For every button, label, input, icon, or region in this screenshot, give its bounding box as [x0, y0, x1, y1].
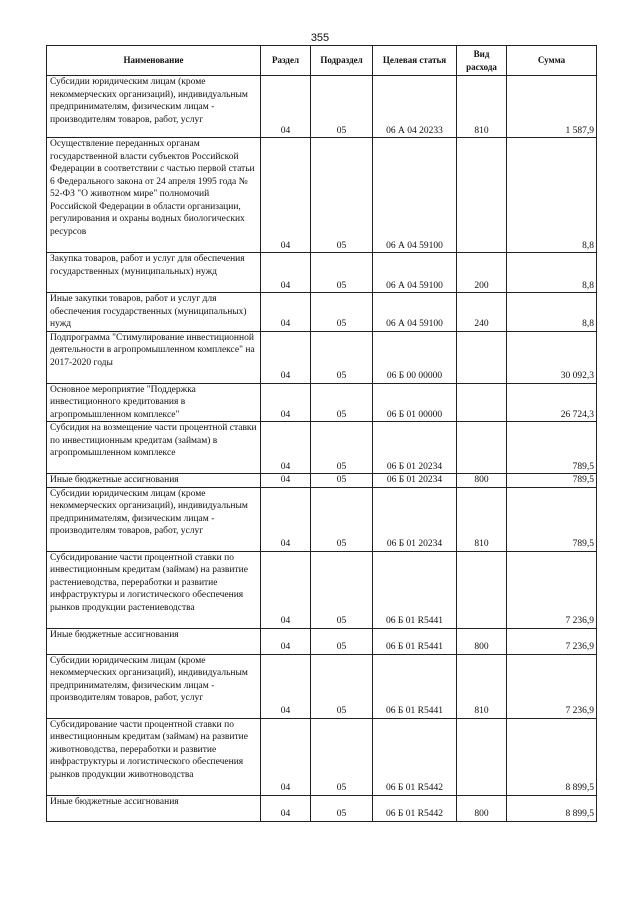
- row-vid: 200: [457, 253, 507, 293]
- row-statya: 06 Б 01 20234: [373, 474, 457, 488]
- row-summa: 1 587,9: [507, 76, 597, 138]
- table-row: [47, 331, 597, 383]
- row-razdel: 04: [261, 487, 311, 551]
- budget-table: [46, 45, 597, 822]
- row-vid: [457, 383, 507, 422]
- table-row: [47, 487, 597, 551]
- row-statya: 06 Б 01 20234: [373, 422, 457, 474]
- row-vid: [457, 422, 507, 474]
- row-podrazdel: 05: [311, 487, 373, 551]
- table-row: [47, 138, 597, 253]
- table-row: [47, 628, 597, 654]
- row-statya: 06 Б 01 00000: [373, 383, 457, 422]
- row-summa: 8,8: [507, 138, 597, 253]
- row-vid: 810: [457, 76, 507, 138]
- row-razdel: 04: [261, 331, 311, 383]
- row-razdel: 04: [261, 474, 311, 488]
- header-razdel: Раздел: [261, 46, 311, 76]
- row-name: Субсидии юридическим лицам (кроме некоммерческих организаций), индивидуальным предпринимателям, физическим лицам - производителям товаров, работ, услуг: [47, 76, 261, 138]
- row-name: Субсидии юридическим лицам (кроме некоммерческих организаций), индивидуальным предпринимателям, физическим лицам - производителям товаров, работ, услуг: [47, 654, 261, 718]
- row-podrazdel: 05: [311, 383, 373, 422]
- row-summa: 8 899,5: [507, 718, 597, 795]
- row-statya: 06 Б 00 00000: [373, 331, 457, 383]
- table-row: [47, 474, 597, 488]
- row-vid: [457, 718, 507, 795]
- table-row: [47, 795, 597, 821]
- row-podrazdel: 05: [311, 718, 373, 795]
- row-statya: 06 Б 01 R5441: [373, 551, 457, 628]
- row-name: Субсидия на возмещение части процентной ставки по инвестиционным кредитам (займам) в агропромышленном комплексе: [47, 422, 261, 474]
- row-razdel: 04: [261, 383, 311, 422]
- row-statya: 06 Б 01 R5441: [373, 654, 457, 718]
- row-podrazdel: 05: [311, 795, 373, 821]
- row-summa: 7 236,9: [507, 628, 597, 654]
- table-row: [47, 422, 597, 474]
- header-statya: Целевая статья: [373, 46, 457, 76]
- table-row: [47, 253, 597, 293]
- row-podrazdel: 05: [311, 551, 373, 628]
- row-summa: 7 236,9: [507, 551, 597, 628]
- row-summa: 8 899,5: [507, 795, 597, 821]
- row-razdel: 04: [261, 654, 311, 718]
- row-vid: 800: [457, 474, 507, 488]
- row-summa: 8,8: [507, 253, 597, 293]
- row-name: Субсидирование части процентной ставки по инвестиционным кредитам (займам) на развитие животноводства, переработки и развитие инфраструктуры и логистического обеспечения рынков продукции животноводства: [47, 718, 261, 795]
- row-razdel: 04: [261, 628, 311, 654]
- row-razdel: 04: [261, 551, 311, 628]
- table-header-row: [47, 46, 597, 76]
- row-summa: 26 724,3: [507, 383, 597, 422]
- row-vid: 810: [457, 654, 507, 718]
- row-razdel: 04: [261, 422, 311, 474]
- row-podrazdel: 05: [311, 293, 373, 332]
- row-name: Иные закупки товаров, работ и услуг для обеспечения государственных (муниципальных) нужд: [47, 293, 261, 332]
- row-name: Осуществление переданных органам государственной власти субъектов Российской Федерации в соответствии с частью первой статьи 6 Федерального закона от 24 апреля 1995 года № 52-ФЗ "О животном мире" полномочий Российской Федерации в области организации, регулирования и охраны водных биологических ресурсов: [47, 138, 261, 253]
- row-name: Субсидирование части процентной ставки по инвестиционным кредитам (займам) на развитие растениеводства, переработки и развитие инфраструктуры и логистического обеспечения рынков продукции растениеводства: [47, 551, 261, 628]
- row-vid: [457, 551, 507, 628]
- row-razdel: 04: [261, 76, 311, 138]
- row-statya: 06 Б 01 R5441: [373, 628, 457, 654]
- row-podrazdel: 05: [311, 253, 373, 293]
- row-summa: 789,5: [507, 422, 597, 474]
- row-razdel: 04: [261, 293, 311, 332]
- header-name: Наименование: [47, 46, 261, 76]
- row-podrazdel: 05: [311, 474, 373, 488]
- row-vid: [457, 331, 507, 383]
- row-summa: 30 092,3: [507, 331, 597, 383]
- row-podrazdel: 05: [311, 628, 373, 654]
- row-statya: 06 Б 01 R5442: [373, 795, 457, 821]
- row-name: Иные бюджетные ассигнования: [47, 795, 261, 821]
- row-podrazdel: 05: [311, 654, 373, 718]
- row-podrazdel: 05: [311, 76, 373, 138]
- table-row: [47, 76, 597, 138]
- row-name: Субсидии юридическим лицам (кроме некоммерческих организаций), индивидуальным предпринимателям, физическим лицам - производителям товаров, работ, услуг: [47, 487, 261, 551]
- row-statya: 06 Б 01 20234: [373, 487, 457, 551]
- table-row: [47, 654, 597, 718]
- table-row: [47, 293, 597, 332]
- row-name: Основное мероприятие "Поддержка инвестиционного кредитования в агропромышленном комплексе": [47, 383, 261, 422]
- row-podrazdel: 05: [311, 331, 373, 383]
- row-name: Иные бюджетные ассигнования: [47, 474, 261, 488]
- row-name: Закупка товаров, работ и услуг для обеспечения государственных (муниципальных) нужд: [47, 253, 261, 293]
- row-statya: 06 А 04 59100: [373, 138, 457, 253]
- row-podrazdel: 05: [311, 422, 373, 474]
- page-number: 355: [310, 32, 330, 44]
- row-summa: 789,5: [507, 487, 597, 551]
- row-summa: 7 236,9: [507, 654, 597, 718]
- row-vid: 800: [457, 795, 507, 821]
- row-statya: 06 А 04 20233: [373, 76, 457, 138]
- row-statya: 06 А 04 59100: [373, 253, 457, 293]
- row-vid: 810: [457, 487, 507, 551]
- row-podrazdel: 05: [311, 138, 373, 253]
- header-summa: Сумма: [507, 46, 597, 76]
- row-vid: 240: [457, 293, 507, 332]
- row-statya: 06 А 04 59100: [373, 293, 457, 332]
- row-statya: 06 Б 01 R5442: [373, 718, 457, 795]
- row-summa: 789,5: [507, 474, 597, 488]
- row-razdel: 04: [261, 138, 311, 253]
- row-summa: 8,8: [507, 293, 597, 332]
- row-name: Подпрограмма "Стимулирование инвестиционной деятельности в агропромышленном комплексе" на 2017-2020 годы: [47, 331, 261, 383]
- table-row: [47, 718, 597, 795]
- header-podrazdel: Подраздел: [311, 46, 373, 76]
- header-vid: Вид расхода: [457, 46, 507, 76]
- row-vid: 800: [457, 628, 507, 654]
- row-razdel: 04: [261, 718, 311, 795]
- table-row: [47, 383, 597, 422]
- row-razdel: 04: [261, 795, 311, 821]
- row-razdel: 04: [261, 253, 311, 293]
- table-row: [47, 551, 597, 628]
- row-vid: [457, 138, 507, 253]
- row-name: Иные бюджетные ассигнования: [47, 628, 261, 654]
